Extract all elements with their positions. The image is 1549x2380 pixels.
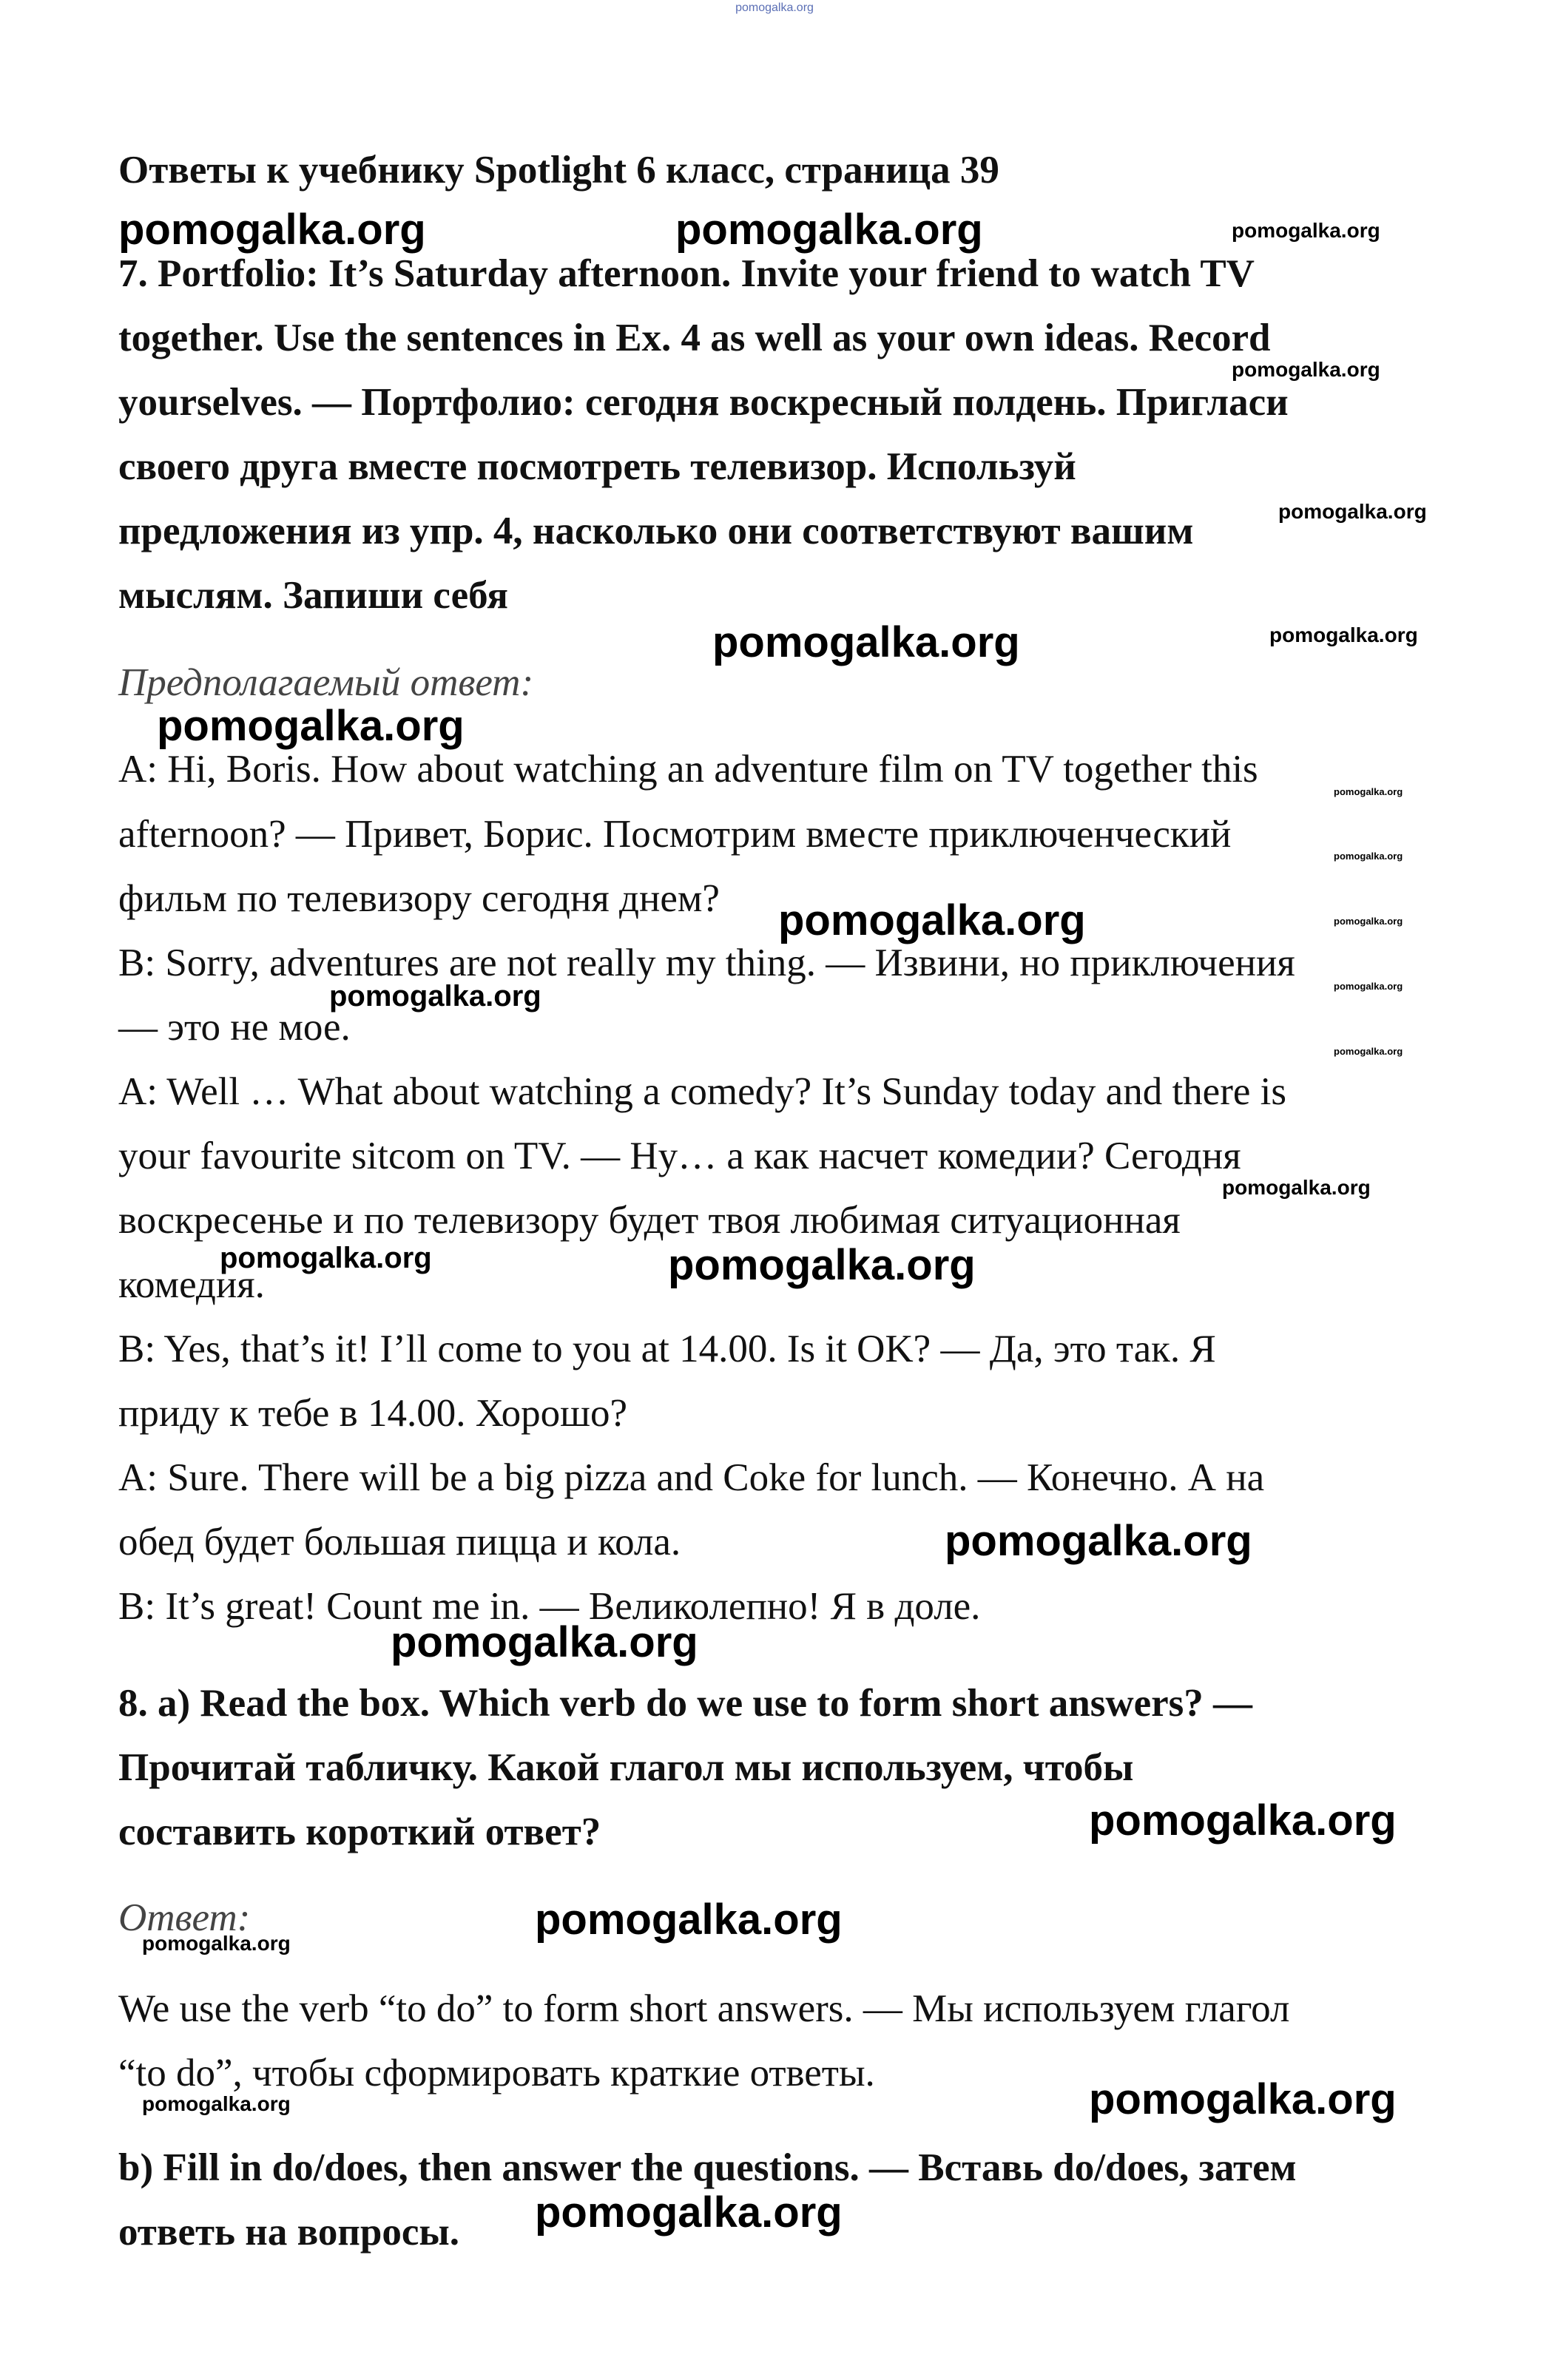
watermark: pomogalka.org: [668, 1241, 976, 1289]
dialogue-line-10: B: Yes, that’s it! I’ll come to you at 14.00. Is it OK? — Да, это так. Я: [118, 1328, 1216, 1370]
watermark: pomogalka.org: [329, 980, 541, 1012]
dialogue-line-11: приду к тебе в 14.00. Хорошо?: [118, 1392, 627, 1435]
dialogue-line-4: B: Sorry, adventures are not really my thing. — Извини, но приключения: [118, 941, 1295, 984]
dialogue-line-3: фильм по телевизору сегодня днем?: [118, 877, 720, 920]
ex8a-heading-line-3: составить короткий ответ?: [118, 1811, 601, 1853]
watermark: pomogalka.org: [1334, 916, 1403, 927]
watermark: pomogalka.org: [1278, 500, 1427, 523]
ex7-heading-line-4: своего друга вместе посмотреть телевизор. Используй: [118, 445, 1076, 488]
watermark: pomogalka.org: [1089, 2075, 1397, 2123]
dialogue-line-1: A: Hi, Boris. How about watching an adventure film on TV together this: [118, 748, 1258, 791]
dialogue-line-2: afternoon? — Привет, Борис. Посмотрим вместе приключенческий: [118, 813, 1232, 856]
ex7-answer-label: Предполагаемый ответ:: [118, 661, 534, 704]
watermark: pomogalka.org: [1334, 786, 1403, 797]
watermark: pomogalka.org: [142, 2092, 291, 2115]
dialogue-line-6: A: Well … What about watching a comedy? It’s Sunday today and there is: [118, 1070, 1286, 1113]
dialogue-line-9: комедия.: [118, 1263, 265, 1306]
ex7-heading-line-5: предложения из упр. 4, насколько они соответствуют вашим: [118, 510, 1194, 552]
watermark: pomogalka.org: [712, 618, 1020, 666]
watermark: pomogalka.org: [1222, 1176, 1371, 1199]
watermark: pomogalka.org: [1232, 219, 1380, 242]
ex7-heading-line-6: мыслям. Запиши себя: [118, 574, 508, 617]
ex8a-answer-label: Ответ:: [118, 1896, 251, 1939]
dialogue-line-5: — это не мое.: [118, 1006, 351, 1049]
watermark: pomogalka.org: [1334, 981, 1403, 992]
dialogue-line-13: обед будет большая пицца и кола.: [118, 1521, 681, 1563]
watermark: pomogalka.org: [391, 1618, 698, 1666]
top-watermark: pomogalka.org: [735, 1, 814, 14]
watermark: pomogalka.org: [675, 206, 983, 254]
watermark: pomogalka.org: [945, 1517, 1252, 1565]
watermark: pomogalka.org: [118, 206, 426, 254]
ex8a-heading-line-1: 8. a) Read the box. Which verb do we use to form short answers? —: [118, 1682, 1253, 1725]
ex7-heading-line-1: 7. Portfolio: It’s Saturday afternoon. Invite your friend to watch TV: [118, 252, 1255, 295]
ex7-heading-line-2: together. Use the sentences in Ex. 4 as well as your own ideas. Record: [118, 317, 1271, 359]
ex8b-heading-line-2: ответь на вопросы.: [118, 2211, 460, 2254]
ex8a-heading-line-2: Прочитай табличку. Какой глагол мы используем, чтобы: [118, 1746, 1134, 1789]
watermark: pomogalka.org: [1334, 851, 1403, 862]
dialogue-line-7: your favourite sitcom on TV. — Ну… а как насчет комедии? Сегодня: [118, 1135, 1241, 1177]
watermark: pomogalka.org: [1232, 358, 1380, 381]
watermark: pomogalka.org: [535, 2188, 843, 2237]
dialogue-line-8: воскресенье и по телевизору будет твоя любимая ситуационная: [118, 1199, 1181, 1242]
ex7-heading-line-3: yourselves. — Портфолио: сегодня воскресный полдень. Пригласи: [118, 381, 1289, 424]
watermark: pomogalka.org: [157, 702, 465, 750]
watermark: pomogalka.org: [142, 1932, 291, 1955]
page-title: Ответы к учебнику Spotlight 6 класс, страница 39: [118, 149, 999, 192]
dialogue-line-14: B: It’s great! Count me in. — Великолепно! Я в доле.: [118, 1585, 981, 1628]
watermark: pomogalka.org: [1089, 1796, 1397, 1845]
watermark: pomogalka.org: [1334, 1046, 1403, 1057]
watermark: pomogalka.org: [535, 1896, 843, 1944]
watermark: pomogalka.org: [1269, 623, 1418, 646]
ex8b-heading-line-1: b) Fill in do/does, then answer the questions. — Вставь do/does, затем: [118, 2146, 1297, 2189]
dialogue-line-12: A: Sure. There will be a big pizza and Coke for lunch. — Конечно. А на: [118, 1456, 1265, 1499]
watermark: pomogalka.org: [220, 1242, 432, 1274]
ex8a-answer-line-1: We use the verb “to do” to form short answers. — Мы используем глагол: [118, 1987, 1290, 2030]
watermark: pomogalka.org: [778, 896, 1086, 944]
ex8a-answer-line-2: “to do”, чтобы сформировать краткие ответы.: [118, 2052, 875, 2095]
